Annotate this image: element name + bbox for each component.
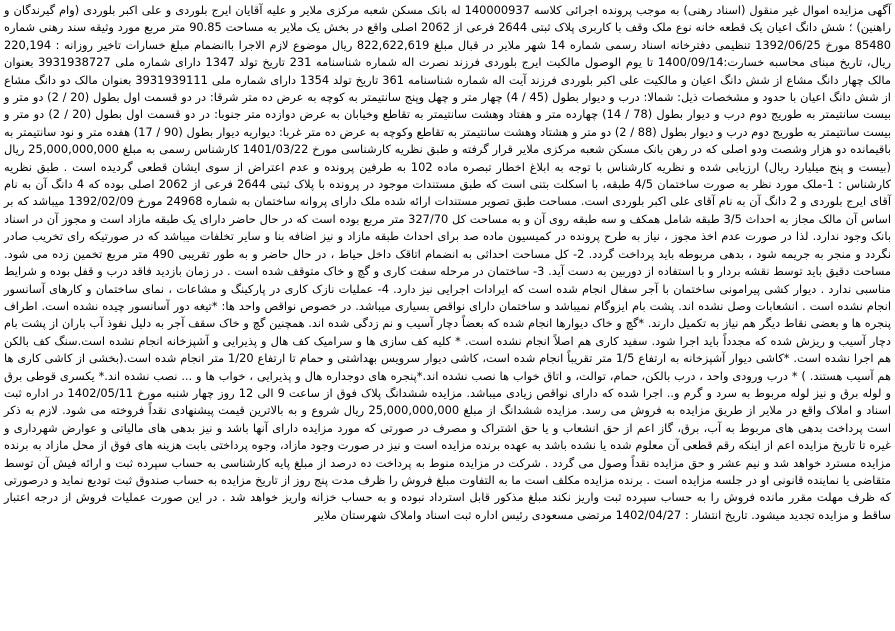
auction-notice-text: آگهی مزایده اموال غیر منقول (اسناد رهنی) به موجب پرونده اجرائی کلاسه 140000937 له بانک مسکن شعبه مرکزی ملایر و علیه آقایان ایرج بلوردی و علی اکبر بلوردی (وام گیرندگان و راهنین) ؛ شش دانگ اعیان یک قطعه خانه نوع ملک وقف با کاربری پلاک ثبتی 2644 فرعی از 2062 اصلی واقع در بخش یک ملایر به مساحت 90.85 متر مربع مورد وثیقه سند رهنی شماره 85480 مورخ 1392/06/25 تنظیمی دفترخانه اسناد رسمی شماره 14 شهر ملایر در قبال مبلغ 822,622,619 ریال موضوع لازم الاجرا باانضمام مبلغ خسارات تاخیر روزانه : 220,194 ریال، تاریخ مبنای محاسبه خسارت:1400/09/14 تا یوم الوصول مالکیت ایرج بلوردی فرزند نصرت اله شماره شناسنامه 231 تاریخ تولد 1347 دارای شماره ملی 3931938727 بعنوان مالک چهار دانگ مشاع از شش دانگ اعیان و مالکیت علی اکبر بلوردی فرزند آیت اله شماره شناسنامه 361 تاریخ تولد 1354 دارای شماره ملی 3931939111 بعنوان مالک دو دانگ مشاع از شش دانگ اعیان با حدود و مشخصات ذیل: شمالا: درب و دیوار بطول (45 / 4) چهار متر و چهل وپنج سانتیمتر به کوچه به عرض ده متر شرقا: در دو قسمت اول بطول (20 / 2) دو متر و بیست سانتیمتر به طوریج دوم درب و دیوار بطول (78 / 14) چهارده متر و هفتاد وهشت سانتیمتر به تقاطع وخیابان به عرض دوازده متر جنوبا: در دو قسمت اول بطول (20 / 2) دو متر و بیست سانتیمتر به طوریج دوم درب و دیوار بطول (88 / 2) دو متر و هشتاد وهشت سانتیمتر به تقاطع وکوچه به عرض ده متر غربا: دیواریه دیوار بطول (90 / 17) هفده متر و نود سانتیمتر به باقیمانده دو هزار وشصت ودو اصلی که در رهن بانک مسکن شعبه مرکزی ملایر قرار گرفته و طبق نظریه کارشناسی مورخ 1401/03/22 کارشناس رسمی به مبلغ 25,000,000,000 ریال (بیست و پنج میلیارد ریال) ارزیابی شده و نظریه کارشناس با توجه به ابلاغ اخطار تبصره ماده 102 به طرفین پرونده و عدم اعتراض از سوی ایشان قطعی گردیده است . طبق نظریه کارشناس : 1-ملک مورد نظر به صورت ساختمان 4/5 طبقه، با اسکلت بتنی است که طبق مستندات موجود در پرونده با پلاک ثبتی 2644 فرعی از 2062 اصلی بوده که 4 دانگ آن به نام آقای ایرج بلوردی و 2 دانگ آن به نام آقای علی اکبر بلوردی است. مساحت طبق تصویر مستندات ارائه شده ملک دارای پروانه ساختمان به شماره 24968 مورخ 1392/02/09 میباشد که بر اساس آن مالک مجاز به احداث 3/5 طبقه شامل همکف و سه طبقه روی آن و به مساحت کل 327/70 متر مربع بوده است که در حال حاضر دارای یک طبقه مازاد است و مجوز آن در اسناد بانک وجود ندارد. لذا در صورت عدم اخذ مجوز ، نیاز به طرح پرونده در کمیسیون ماده صد برای احداث طبقه مازاد و نیز اضافه بنا و سایر تخلفات میباشد که در صورتیکه رای تخریب صادر نگردد و منجر به جریمه شود ، بدهی مربوطه باید پرداخت گردد. 2- کل مساحت احداثی به انضمام اتاقک داخل حیاط ، در حال حاضر و به طور تقریبی 490 متر مربع تخمین زده می شود. مساحت دقیق باید توسط نقشه بردار و با استفاده از دوربین به دست آید. 3- ساختمان در مرحله سفت کاری و گچ و خاک متوقف شده است . در زمان بازدید فاقد درب و قفل بوده و شرایط مناسبی ندارد . دیوار کشی پیرامونی ساختمان با آجر سفال انجام شده است که ایرادات اجرایی نیز دارد. 4- عملیات نازک کاری در پارکینگ و مشاعات ، نمای ساختمان و کارهای آسانسور انجام نشده است . انشعابات وصل نشده اند. پشت بام ایزوگام نمیباشد و ساختمان دارای نواقص بسیاری میباشد. در خصوص نواقص واحد ها: *تیغه دور آسانسور چیده نشده است. اطراف پنجره ها و بعضی نقاط دیگر هم نیاز به تکمیل دارند. *گچ و خاک دیوارها انجام شده که بعضاً دچار آسیب و نم زدگی شده اند. همچنین گچ و خاک سقف آجر به دلیل نفوذ آب باران از پشت بام دچار آسیب و ریزش شده که مجدداً باید اجرا شود. سفید کاری هم اصلاً انجام نشده است. * کلیه کف سازی ها و سرامیک کف هال و پذیرایی و آشپزخانه انجام نشده است.سنگ کف بالکن هم اجرا نشده است. *کاشی دیوار آشپزخانه به ارتفاع 1/5 متر تقریباً انجام شده است، کاشی دیوار سرویس بهداشتی و حمام تا ارتفاع 1/20 متر انجام شده است.(بخشی از کاشی کاری ها هم آسیب هستند. ) * درب ورودی واحد ، درب بالکن، حمام، توالت، و اتاق خواب ها نصب نشده اند.*پنجره های دوجداره هال و پذیرایی ، خواب ها و ... نصب نشده اند.* یکسری قوطی برق و لوله برق و نیز لوله مربوط به سرد و گرم و.. اجرا شده که دارای نواقص زیادی میباشد. مزایده ششدانگ پلاک فوق از ساعت 9 الی 12 روز چهار شنبه مورخ 1402/05/11 در اداره ثبت اسناد و املاک واقع در ملایر از طریق مزایده به فروش می رسد. مزایده ششدانگ از مبلغ 25,000,000,000 ریال شروع و به بالاترین قیمت پیشنهادی نقداً فروخته می شود. لازم به ذکر است پرداخت بدهی های مربوط به آب، برق، گاز اعم از حق انشعاب و یا حق اشتراک و مصرف در صورتی که مورد مزایده دارای آنها باشد و نیز بدهی های مالیاتی و عوارض شهرداری و غیره تا تاریخ مزایده اعم از اینکه رقم قطعی آن معلوم شده یا نشده باشد به عهده برنده مزایده است و نیز در صورت وجود مازاد، وجوه پرداختی بابت هزینه های فوق از محل مازاد به برنده مزایده مسترد خواهد شد و نیم عشر و حق مزایده نقداً وصول می گردد . شرکت در مزایده منوط به پرداخت ده درصد از مبلغ پایه کارشناسی به حساب سپرده ثبت و ارائه فیش آن توسط متقاضی یا نماینده قانونی او در جلسه مزایده است . برنده مزایده مکلف است ما به التفاوت مبلغ فروش را ظرف مدت پنج روز از تاریخ مزایده به حساب صندوق ثبت تودیع نماید و درصورتی که ظرف مهلت مقرر مانده فروش را به حساب سپرده ثبت واریز نکند مبلغ مذکور قابل استرداد نبوده و به حساب خزانه واریز خواهد شد . در این صورت عملیات فروش از درجه اعتبار ساقط و مزایده تجدید میشود. تاریخ انتشار : 1402/04/27 مرتضی مسعودی رئیس اداره ثبت اسناد واملاک شهرستان ملایر (4, 3, 892, 522)
